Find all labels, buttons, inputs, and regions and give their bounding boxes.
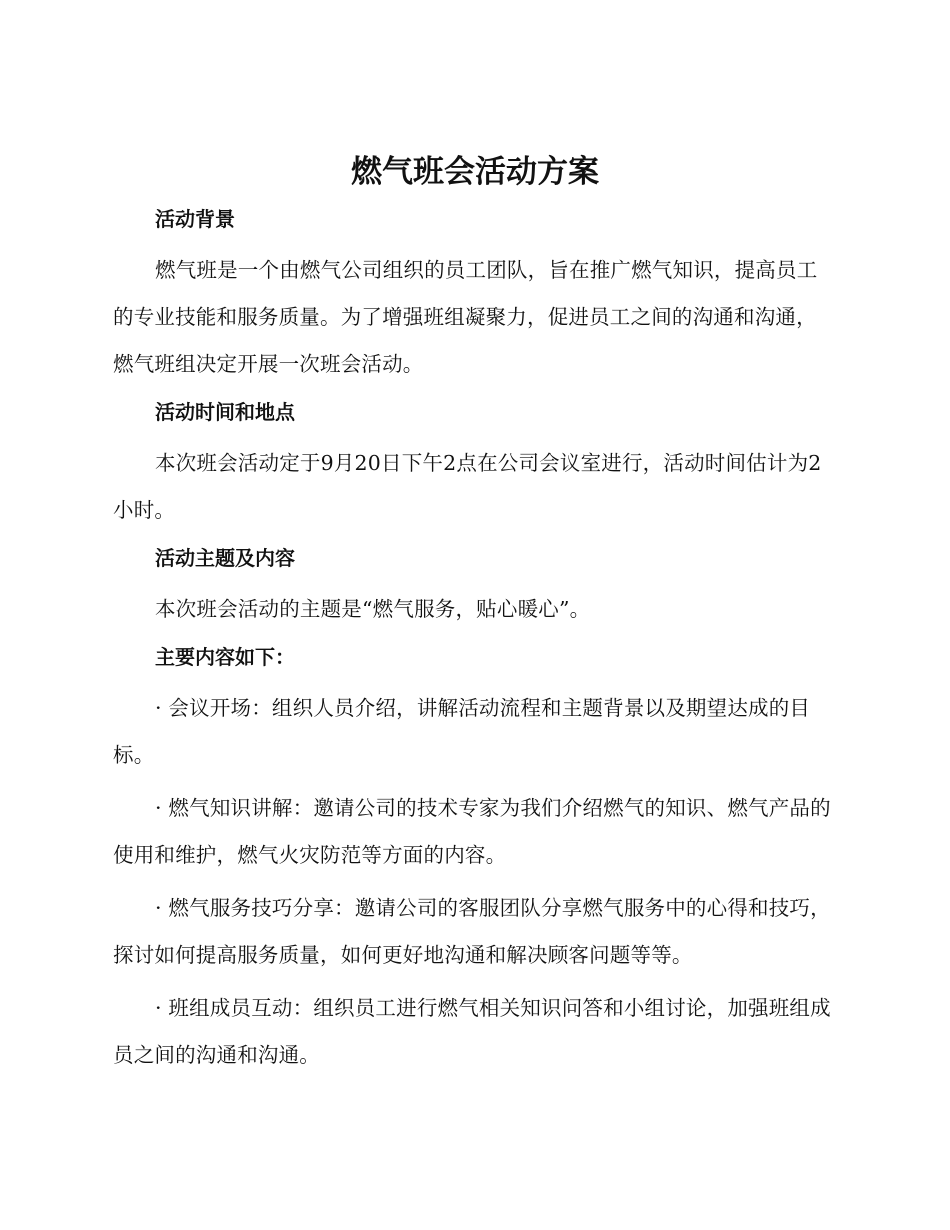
section-heading-theme: 活动主题及内容 (155, 546, 295, 570)
document-title: 燃气班会活动方案 (351, 154, 599, 190)
list-item-gas-knowledge: · 燃气知识讲解：邀请公司的技术专家为我们介绍燃气的知识、燃气产品的使用和维护，燃气火灾防范等方面的内容。 (113, 796, 831, 867)
section-heading-time-place: 活动时间和地点 (155, 400, 295, 424)
paragraph-background: 燃气班是一个由燃气公司组织的员工团队，旨在推广燃气知识，提高员工的专业技能和服务质量。为了增强班组凝聚力，促进员工之间的沟通和沟通，燃气班组决定开展一次班会活动。 (113, 258, 818, 376)
paragraph-theme: 本次班会活动的主题是“燃气服务，贴心暖心”。 (155, 597, 591, 621)
paragraph-time-place: 本次班会活动定于9月20日下午2点在公司会议室进行，活动时间估计为2小时。 (113, 451, 822, 522)
list-item-opening: · 会议开场：组织人员介绍，讲解活动流程和主题背景以及期望达成的目标。 (113, 696, 811, 767)
section-heading-background: 活动背景 (155, 207, 235, 231)
list-item-team-interaction: · 班组成员互动：组织员工进行燃气相关知识问答和小组讨论，加强班组成员之间的沟通和沟通。 (113, 996, 831, 1067)
document-body (113, 201, 833, 1079)
section-heading-main-content: 主要内容如下： (155, 645, 295, 669)
list-item-service-skills: · 燃气服务技巧分享：邀请公司的客服团队分享燃气服务中的心得和技巧，探讨如何提高服务质量，如何更好地沟通和解决顾客问题等等。 (113, 896, 831, 967)
